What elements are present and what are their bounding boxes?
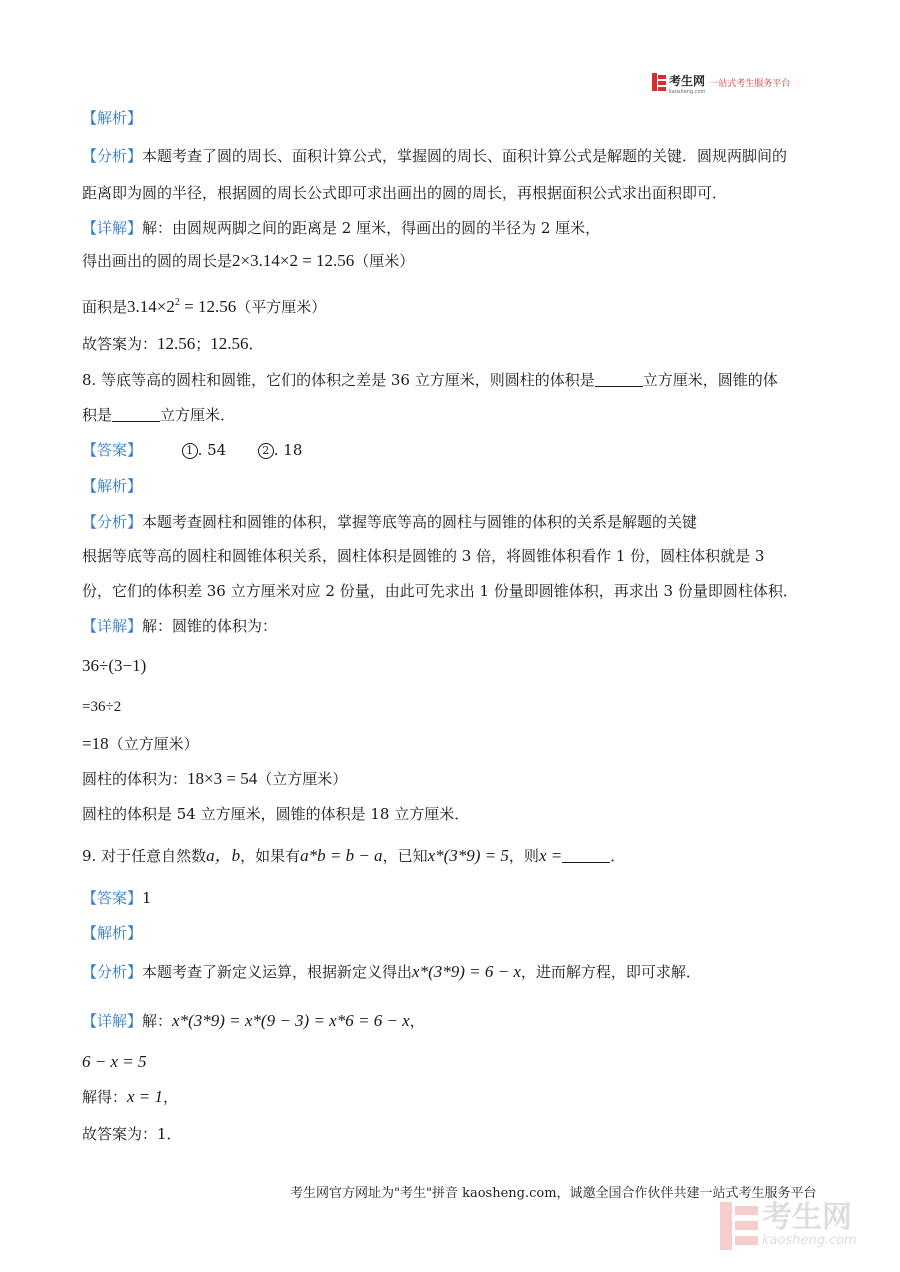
text-span: 得出画出的圆的周长是 — [82, 252, 233, 270]
analysis-text: 本题考查了新定义运算，根据新定义得出 — [142, 963, 413, 981]
formula: 18×3 = 54 — [187, 769, 258, 788]
question-text: 立方厘米． — [160, 406, 236, 424]
question-text: ，则 — [508, 847, 539, 865]
text-line: 份，它们的体积差 36 立方厘米对应 2 份量，由此可先求出 1 份量即圆锥体积，再求出 3 份量即圆柱体积． — [82, 582, 798, 600]
equation-line: 6 − x = 5 — [82, 1052, 147, 1071]
question-8 — [82, 370, 778, 390]
analysis-text: ，进而解方程，即可求解． — [520, 963, 701, 981]
watermark — [720, 1200, 857, 1250]
answer-value: 12.56 — [210, 334, 249, 353]
answer-value: 12.56 — [157, 334, 196, 353]
separator: ； — [195, 335, 211, 353]
question-text: ，已知 — [382, 847, 428, 865]
unit-text: （厘米） — [354, 252, 415, 270]
cylinder-volume-line — [82, 769, 347, 789]
period: ． — [610, 847, 626, 865]
logo-mark-icon — [652, 73, 666, 91]
detail-line — [82, 616, 277, 636]
formula-b: = 12.56 — [179, 297, 237, 316]
circumference-line — [82, 251, 414, 271]
answer-value: . 54 — [197, 441, 227, 459]
answer-value: 1 — [142, 889, 152, 907]
detail-line — [82, 218, 600, 238]
detail-text: 解：圆锥的体积为： — [142, 617, 278, 635]
circled-number-1: 1 — [182, 443, 198, 459]
answer-line: 故答案为：1． — [82, 1125, 182, 1143]
header-logo — [652, 72, 791, 95]
footer-text: 考生网官方网址为"考生"拼音 kaosheng.com，诚邀全国合作伙伴共建一站式考生服务平台 — [290, 1186, 817, 1201]
formula-a: 3.14×2 — [127, 297, 175, 316]
variables: a，b — [206, 846, 241, 865]
question-text: 积是 — [82, 406, 113, 424]
section-label-jiexi: 【解析】 — [82, 477, 143, 495]
analysis-tag: 【分析】 — [82, 147, 143, 165]
analysis-line — [82, 146, 787, 166]
watermark-text: 考生网 — [762, 1200, 852, 1235]
period: ． — [248, 335, 264, 353]
text-span: 故答案为： — [82, 335, 158, 353]
answer-tag: 【答案】 — [82, 889, 143, 907]
question-text: 9. 对于任意自然数 — [82, 847, 207, 865]
comma: ， — [409, 1012, 425, 1030]
detail-text: 解： — [142, 1012, 173, 1030]
answer-8 — [82, 440, 302, 460]
question-text: 立方厘米，圆锥的体 — [642, 371, 778, 389]
formula: x*(3*9) = x*(9 − 3) = x*6 = 6 − x — [172, 1011, 410, 1030]
formula: x = 1 — [127, 1087, 164, 1106]
text-span: 面积是 — [82, 298, 128, 316]
analysis-text: 本题考查圆柱和圆锥的体积，掌握等底等高的圆柱与圆锥的体积的关系是解题的关键 — [142, 513, 698, 531]
formula: =18 — [82, 734, 109, 753]
question-9 — [82, 846, 625, 866]
detail-line — [82, 1011, 425, 1031]
area-line — [82, 293, 326, 317]
answer-tag: 【答案】 — [82, 441, 143, 459]
analysis-tag: 【分析】 — [82, 963, 143, 981]
section-label-jiexi: 【解析】 — [82, 109, 143, 127]
watermark-sub: kaosheng.com — [762, 1233, 857, 1248]
question-8-cont — [82, 405, 235, 425]
analysis-text: 本题考查了圆的周长、面积计算公式，掌握圆的周长、面积计算公式是解题的关键．圆规两脚间的 — [142, 147, 788, 165]
solve-line — [82, 1087, 178, 1107]
analysis-line — [82, 512, 697, 532]
analysis-line — [82, 962, 701, 982]
equation-line: 36÷(3−1) — [82, 656, 147, 675]
logo-slogan: 一站式考生服务平台 — [709, 78, 791, 89]
equation-line — [82, 734, 199, 754]
definition-formula: a*b = b − a — [300, 846, 383, 865]
unit-text: （立方厘米） — [108, 735, 199, 753]
answer-blank — [112, 407, 160, 422]
formula: 2×3.14×2 = 12.56 — [232, 251, 355, 270]
conclusion-line: 圆柱的体积是 54 立方厘米，圆锥的体积是 18 立方厘米． — [82, 805, 470, 823]
detail-tag: 【详解】 — [82, 617, 143, 635]
question-text: ，如果有 — [240, 847, 301, 865]
detail-text: 解：由圆规两脚之间的距离是 2 厘米，得画出的圆的半径为 2 厘米， — [142, 219, 601, 237]
given-formula: x*(3*9) = 5 — [427, 846, 509, 865]
unit-text: （立方厘米） — [257, 770, 348, 788]
text-line: 距离即为圆的半径，根据圆的周长公式即可求出画出的圆的周长，再根据面积公式求出面积即可． — [82, 184, 728, 202]
comma: ， — [163, 1088, 179, 1106]
answer-line — [82, 334, 264, 354]
answer-9 — [82, 888, 152, 908]
equation-line: =36÷2 — [82, 699, 122, 715]
detail-tag: 【详解】 — [82, 1012, 143, 1030]
analysis-tag: 【分析】 — [82, 513, 143, 531]
watermark-logo-icon — [720, 1200, 758, 1250]
logo-text: 考生网 — [669, 73, 706, 88]
formula: x*(3*9) = 6 − x — [412, 962, 521, 981]
answer-blank — [562, 848, 610, 863]
formula-exponent: 2 — [174, 297, 180, 308]
unit-text: （平方厘米） — [236, 298, 327, 316]
text-span: 圆柱的体积为： — [82, 770, 188, 788]
text-line: 根据等底等高的圆柱和圆锥体积关系，圆柱体积是圆锥的 3 倍，将圆锥体积看作 1 份，圆柱体积就是 3 — [82, 547, 765, 565]
text-span: 解得： — [82, 1088, 128, 1106]
logo-sub: kaosheng.com — [669, 88, 706, 95]
question-text: 8. 等底等高的圆柱和圆锥，它们的体积之差是 36 立方厘米，则圆柱的体积是 — [82, 371, 595, 389]
detail-tag: 【详解】 — [82, 219, 143, 237]
answer-blank — [595, 372, 643, 387]
section-label-jiexi: 【解析】 — [82, 924, 143, 942]
circled-number-2: 2 — [258, 443, 274, 459]
answer-value: . 18 — [273, 441, 303, 459]
ask-formula: x = — [538, 846, 563, 865]
